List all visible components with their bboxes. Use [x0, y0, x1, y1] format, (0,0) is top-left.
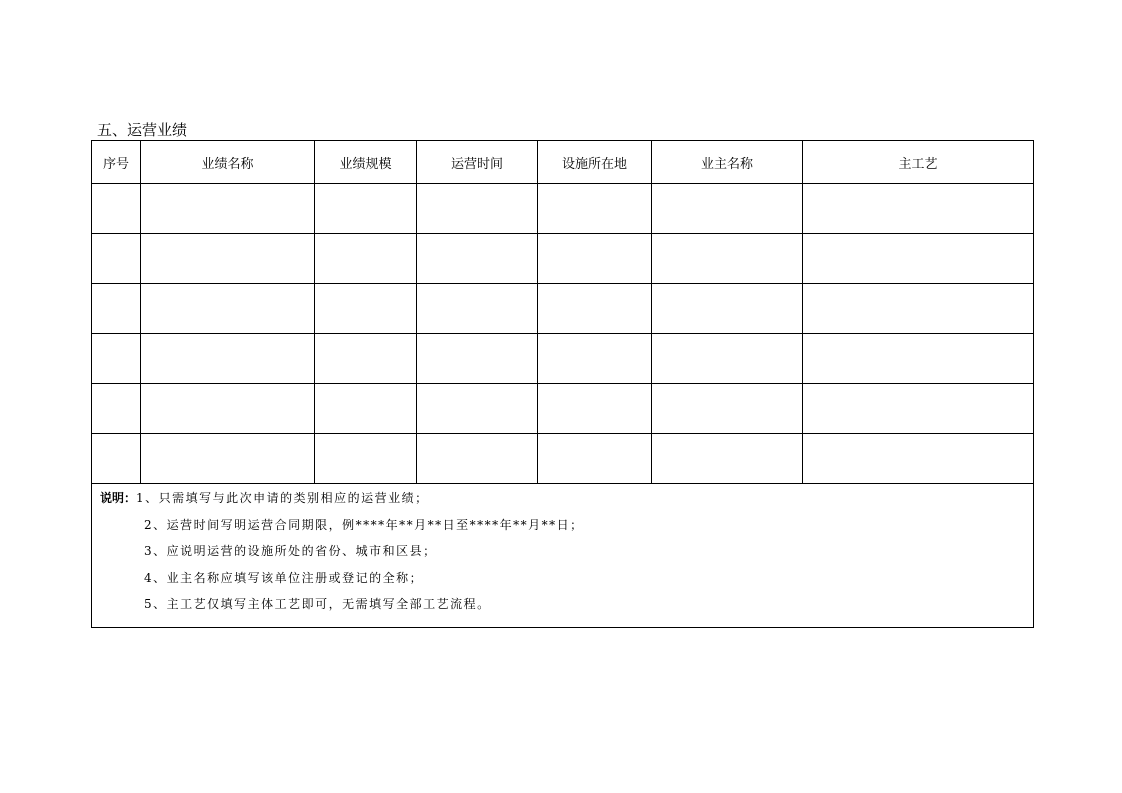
table-cell[interactable]: [417, 284, 538, 334]
header-main-process: 主工艺: [803, 141, 1034, 184]
table-cell[interactable]: [652, 234, 803, 284]
notes-row: [92, 484, 1034, 628]
table-cell[interactable]: [417, 234, 538, 284]
table-cell[interactable]: [538, 184, 652, 234]
table-cell[interactable]: [652, 184, 803, 234]
note-line: 4、业主名称应填写该单位注册或登记的全称；: [144, 570, 424, 585]
table-cell[interactable]: [315, 234, 417, 284]
table-cell[interactable]: [803, 284, 1034, 334]
table-header-row: [92, 141, 1034, 184]
table-cell[interactable]: [803, 234, 1034, 284]
note-line: [92, 491, 1033, 518]
table-cell[interactable]: [417, 434, 538, 484]
table-cell[interactable]: [92, 384, 141, 434]
notes-cell: [92, 484, 1034, 628]
table-cell[interactable]: [652, 434, 803, 484]
table-row: [92, 184, 1034, 234]
table-cell[interactable]: [92, 234, 141, 284]
table-cell[interactable]: [315, 434, 417, 484]
notes-label: 说明：: [100, 491, 137, 505]
table-row: [92, 284, 1034, 334]
table-cell[interactable]: [92, 284, 141, 334]
table-cell[interactable]: [652, 384, 803, 434]
table-cell[interactable]: [92, 434, 141, 484]
table-cell[interactable]: [803, 384, 1034, 434]
table-row: [92, 334, 1034, 384]
table-cell[interactable]: [141, 184, 315, 234]
table-cell[interactable]: [652, 284, 803, 334]
table-cell[interactable]: [417, 384, 538, 434]
table-cell[interactable]: [315, 184, 417, 234]
header-facility-location: 设施所在地: [538, 141, 652, 184]
table-cell[interactable]: [315, 334, 417, 384]
table-cell[interactable]: [803, 434, 1034, 484]
header-serial-number: 序号: [92, 141, 141, 184]
table-row: [92, 434, 1034, 484]
section-title: 五、运营业绩: [97, 121, 188, 139]
performance-table: [91, 140, 1034, 628]
header-performance-name: 业绩名称: [141, 141, 315, 184]
table-cell[interactable]: [417, 184, 538, 234]
table-cell[interactable]: [538, 284, 652, 334]
table-cell[interactable]: [141, 334, 315, 384]
table-cell[interactable]: [92, 184, 141, 234]
table-cell[interactable]: [538, 384, 652, 434]
table-cell[interactable]: [538, 334, 652, 384]
note-line: 2、运营时间写明运营合同期限，例****年**月**日至****年**月**日；: [144, 517, 584, 532]
header-operation-time: 运营时间: [417, 141, 538, 184]
table-cell[interactable]: [92, 334, 141, 384]
header-owner-name: 业主名称: [652, 141, 803, 184]
table-cell[interactable]: [803, 334, 1034, 384]
note-line: 5、主工艺仅填写主体工艺即可，无需填写全部工艺流程。: [144, 597, 491, 611]
table-row: [92, 384, 1034, 434]
table-cell[interactable]: [652, 334, 803, 384]
note-line: 3、应说明运营的设施所处的省份、城市和区县；: [144, 544, 437, 558]
table-cell[interactable]: [141, 234, 315, 284]
table-cell[interactable]: [417, 334, 538, 384]
table-cell[interactable]: [538, 234, 652, 284]
table-cell[interactable]: [141, 384, 315, 434]
table-cell[interactable]: [315, 284, 417, 334]
table-cell[interactable]: [141, 284, 315, 334]
table-cell[interactable]: [141, 434, 315, 484]
header-performance-scale: 业绩规模: [315, 141, 417, 184]
table-cell[interactable]: [803, 184, 1034, 234]
table-cell[interactable]: [538, 434, 652, 484]
note-text: 1、只需填写与此次申请的类别相应的运营业绩；: [136, 491, 429, 505]
table-row: [92, 234, 1034, 284]
table-cell[interactable]: [315, 384, 417, 434]
